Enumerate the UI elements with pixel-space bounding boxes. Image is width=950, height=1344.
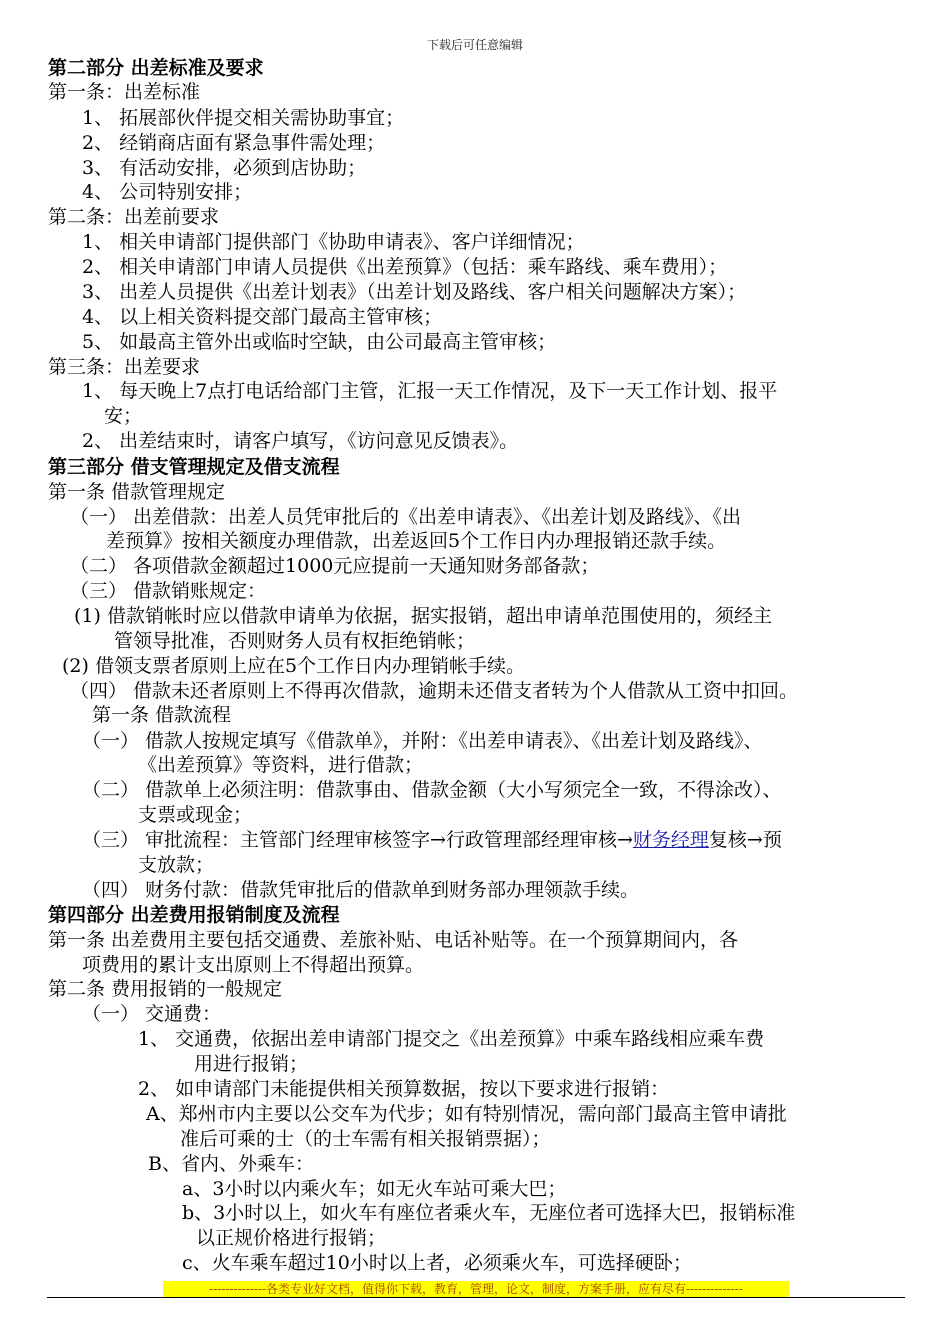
list-item-continuation: 安； bbox=[104, 405, 143, 427]
list-item: （二） 借款单上必须注明：借款事由、借款金额（大小写须完全一致，不得涂改）、 bbox=[82, 779, 782, 801]
list-item: c、火车乘车超过10小时以上者，必须乘火车，可选择硬卧； bbox=[182, 1252, 692, 1274]
article-heading: 第二条：出差前要求 bbox=[48, 206, 220, 228]
list-item: (1) 借款销帐时应以借款申请单为依据，据实报销，超出申请单范围使用的，须经主 bbox=[74, 605, 772, 627]
article-paragraph-continuation: 项费用的累计支出原则上不得超出预算。 bbox=[82, 954, 425, 976]
list-item: （一） 借款人按规定填写《借款单》，并附：《出差申请表》、《出差计划及路线》、 bbox=[82, 730, 763, 752]
article-heading: 第三条：出差要求 bbox=[48, 356, 201, 378]
approval-flow-text-end: 复核→预 bbox=[708, 829, 782, 851]
article-heading: 第一条 借款管理规定 bbox=[48, 481, 226, 503]
list-item: 2、 经销商店面有紧急事件需处理； bbox=[82, 132, 386, 154]
list-item: a、3小时以内乘火车；如无火车站可乘大巴； bbox=[182, 1178, 567, 1200]
list-item: （一） 出差借款：出差人员凭审批后的《出差申请表》、《出差计划及路线》、《出 bbox=[70, 506, 742, 528]
list-item: （二） 各项借款金额超过1000元应提前一天通知财务部备款； bbox=[70, 555, 600, 577]
section-title: 第四部分 出差费用报销制度及流程 bbox=[48, 904, 340, 926]
article-heading: 第一条 借款流程 bbox=[92, 704, 232, 726]
list-item: b、3小时以上，如火车有座位者乘火车，无座位者可选择大巴，报销标准 bbox=[182, 1202, 796, 1224]
list-item-continuation: 管领导批准，否则财务人员有权拒绝销帐； bbox=[114, 630, 476, 652]
list-item: （四） 借款未还者原则上不得再次借款，逾期未还借支者转为个人借款从工资中扣回。 bbox=[70, 680, 799, 702]
list-item-continuation: 差预算》按相关额度办理借款，出差返回5个工作日内办理报销还款手续。 bbox=[106, 530, 727, 552]
list-item: 2、 如申请部门未能提供相关预算数据，按以下要求进行报销： bbox=[138, 1078, 670, 1100]
list-item: (2) 借领支票者原则上应在5个工作日内办理销帐手续。 bbox=[62, 655, 526, 677]
list-item: A、郑州市内主要以公交车为代步；如有特别情况，需向部门最高主管申请批 bbox=[146, 1103, 787, 1125]
approval-flow-text: （三） 审批流程：主管部门经理审核签字→行政管理部经理审核→ bbox=[82, 829, 633, 851]
list-item: 3、 有活动安排，必须到店协助； bbox=[82, 157, 367, 179]
list-item-continuation: 用进行报销； bbox=[194, 1053, 309, 1075]
finance-manager-link[interactable]: 财务经理 bbox=[632, 829, 709, 851]
list-item: 1、 交通费，依据出差申请部门提交之《出差预算》中乘车路线相应乘车费 bbox=[138, 1028, 765, 1050]
list-item: （四） 财务付款：借款凭审批后的借款单到财务部办理领款手续。 bbox=[82, 879, 640, 901]
list-item: 4、 以上相关资料提交部门最高主管审核； bbox=[82, 306, 443, 328]
list-item: 2、 出差结束时，请客户填写，《访问意见反馈表》。 bbox=[82, 430, 519, 452]
list-item: 3、 出差人员提供《出差计划表》（出差计划及路线、客户相关问题解决方案）； bbox=[82, 281, 747, 303]
list-item: 1、 相关申请部门提供部门《协助申请表》、客户详细情况； bbox=[82, 231, 585, 253]
list-item-continuation: 支放款； bbox=[138, 854, 215, 876]
list-item-continuation: 支票或现金； bbox=[138, 804, 253, 826]
list-item: B、省内、外乘车： bbox=[148, 1153, 314, 1175]
article-paragraph: 第一条 出差费用主要包括交通费、差旅补贴、电话补贴等。在一个预算期间内，各 bbox=[48, 929, 739, 951]
section-title: 第二部分 出差标准及要求 bbox=[48, 57, 264, 79]
list-item-continuation: 《出差预算》等资料，进行借款； bbox=[138, 754, 424, 776]
list-item-continuation: 准后可乘的士（的士车需有相关报销票据）； bbox=[180, 1128, 551, 1150]
list-item: 1、 每天晚上7点打电话给部门主管，汇报一天工作情况，及下一天工作计划、报平 bbox=[82, 380, 778, 402]
list-item: （三） 借款销账规定： bbox=[70, 580, 267, 602]
footer-banner: --------------各类专业好文档，值得你下载，教育，管理，论文，制度，方案手册，应有尽有-------------- bbox=[163, 1281, 789, 1297]
section-title: 第三部分 借支管理规定及借支流程 bbox=[48, 456, 340, 478]
list-item bbox=[82, 828, 782, 852]
list-item: 2、 相关申请部门申请人员提供《出差预算》（包括：乘车路线、乘车费用）； bbox=[82, 256, 728, 278]
list-item: 4、 公司特别安排； bbox=[82, 181, 253, 203]
article-heading: 第二条 费用报销的一般规定 bbox=[48, 978, 283, 1000]
list-item: 5、 如最高主管外出或临时空缺，由公司最高主管审核； bbox=[82, 331, 557, 353]
footer-divider bbox=[47, 1297, 905, 1298]
list-item: （一） 交通费： bbox=[82, 1003, 222, 1025]
article-heading: 第一条：出差标准 bbox=[48, 81, 201, 103]
list-item: 1、 拓展部伙伴提交相关需协助事宜； bbox=[82, 107, 405, 129]
list-item-continuation: 以正规价格进行报销； bbox=[196, 1227, 387, 1249]
page-header: 下载后可任意编辑 bbox=[426, 38, 523, 52]
